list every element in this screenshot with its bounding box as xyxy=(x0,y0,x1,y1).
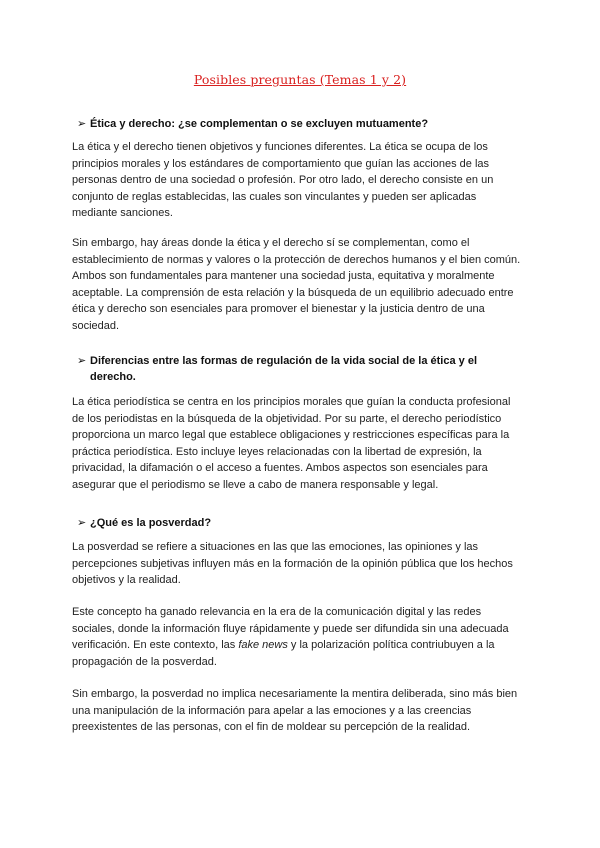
paragraph: La ética periodística se centra en los principios morales que guían la conducta profesional de los periodistas en la búsqueda de la objetividad. Por su parte, el derecho periodístico proporciona un marco legal que establece obligaciones y restricciones específicas para la práctica periodística. Esto incluye leyes relacionadas con la libertad de expresión, la privacidad, la difamación o el acceso a fuentes. Ambos aspectos son esenciales para asegurar que el periodismo se lleve a cabo de manera responsable y legal. xyxy=(72,396,511,491)
paragraph: Este concepto ha ganado relevancia en la era de la comunicación digital y las redes sociales, donde la información fluye rápidamente y puede ser difundida sin una adecuada verificación. En este contexto, las fake news y la polarización política contriubuyen a la propagación de la posverdad. xyxy=(72,606,509,668)
paragraph: Sin embargo, hay áreas donde la ética y el derecho sí se complementan, como el establecimiento de normas y valores o la protección de derechos humanos y el bien común. Ambos son fundamentales para mantener una sociedad justa, equitativa y moralmente aceptable. La comprensión de esta relación y la búsqueda de un equilibrio adecuado entre ética y derecho son esenciales para promover el bienestar y la justicia dentro de una sociedad. xyxy=(72,237,521,332)
paragraph: Sin embargo, la posverdad no implica necesariamente la mentira deliberada, sino más bien una manipulación de la información para apelar a las emociones y a las creencias preexistentes de las personas, con el fin de moldear su percepción de la realidad. xyxy=(72,688,518,733)
section-heading-diferencias: ➢ Diferencias entre las formas de regulación de la vida social de la ética y el derecho. xyxy=(77,354,478,383)
fake-news-italic: fake news xyxy=(238,639,288,651)
arrow-bullet-icon: ➢ xyxy=(77,354,87,367)
paragraph: La ética y el derecho tienen objetivos y funciones diferentes. La ética se ocupa de los principios morales y los estándares de comportamiento que guían las acciones de las personas dentro de una sociedad o profesión. Por otro lado, el derecho consiste en un conjunto de reglas establecidas, las cuales son vinculantes y pueden ser aplicadas mediante sanciones. xyxy=(72,141,494,219)
section-heading-etica-derecho: ➢ Ética y derecho: ¿se complementan o se excluyen mutuamente? xyxy=(77,117,429,130)
arrow-bullet-icon: ➢ xyxy=(77,117,87,130)
section-heading-posverdad: ➢ ¿Qué es la posverdad? xyxy=(77,516,212,529)
paragraph: La posverdad se refiere a situaciones en las que las emociones, las opiniones y las percepciones subjetivas influyen más en la formación de la opinión pública que los hechos objetivos y la realidad. xyxy=(72,541,513,586)
document-title: Posibles preguntas (Temas 1 y 2) xyxy=(193,72,407,87)
arrow-bullet-icon: ➢ xyxy=(77,516,87,529)
